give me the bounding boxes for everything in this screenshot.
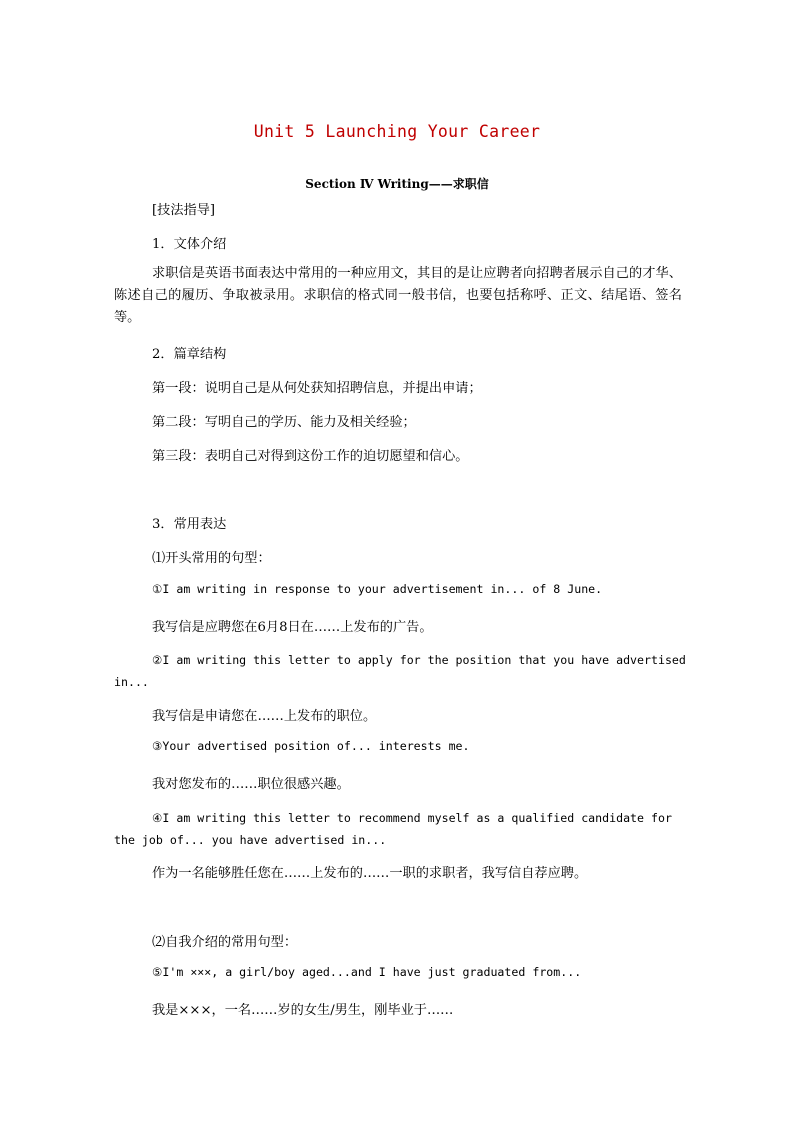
section2-heading: 2．篇章结构	[152, 347, 227, 362]
section3-heading: 3．常用表达	[152, 517, 227, 532]
document-title: Unit 5 Launching Your Career	[253, 122, 541, 141]
structure-paragraph-2: 第二段：写明自己的学历、能力及相关经验；	[152, 415, 416, 430]
section-subtitle: Section Ⅳ Writing——求职信	[305, 177, 489, 191]
guidance-tag: [技法指导]	[152, 203, 216, 218]
opening-patterns-heading: ⑴开头常用的句型：	[152, 551, 271, 566]
example-5-english: ⑤I'm ×××, a girl/boy aged...and I have just graduated from...	[152, 965, 582, 979]
example-2-chinese: 我写信是申请您在……上发布的职位。	[152, 709, 377, 724]
example-2-english: ②I am writing this letter to apply for the position that you have advertised in...	[114, 653, 686, 689]
example-5-chinese: 我是×××，一名……岁的女生/男生，刚毕业于……	[152, 1003, 454, 1018]
self-intro-patterns-heading: ⑵自我介绍的常用句型：	[152, 935, 298, 950]
example-4-english: ④I am writing this letter to recommend myself as a qualified candidate for the job of... you have advertised in...	[114, 811, 672, 847]
example-1-chinese: 我写信是应聘您在6月8日在……上发布的广告。	[152, 620, 433, 635]
structure-paragraph-1: 第一段：说明自己是从何处获知招聘信息，并提出申请；	[152, 381, 482, 396]
section1-heading: 1．文体介绍	[152, 237, 227, 252]
section1-body: 求职信是英语书面表达中常用的一种应用文，其目的是让应聘者向招聘者展示自己的才华、陈述自己的履历、争取被录用。求职信的格式同一般书信，也要包括称呼、正文、结尾语、签名等。	[114, 266, 682, 325]
example-3-chinese: 我对您发布的……职位很感兴趣。	[152, 777, 350, 792]
example-4-chinese: 作为一名能够胜任您在……上发布的……一职的求职者，我写信自荐应聘。	[152, 866, 588, 881]
structure-paragraph-3: 第三段：表明自己对得到这份工作的迫切愿望和信心。	[152, 449, 469, 464]
example-3-english: ③Your advertised position of... interests me.	[152, 739, 470, 753]
example-1-english: ①I am writing in response to your advertisement in... of 8 June.	[152, 582, 603, 596]
